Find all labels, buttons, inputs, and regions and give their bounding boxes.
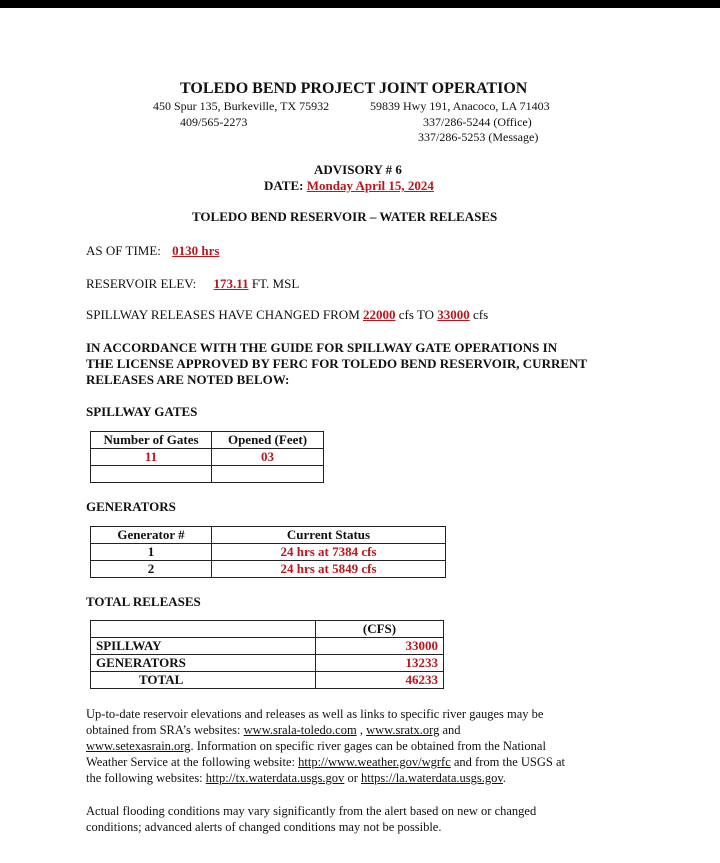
table-row [91,544,446,561]
table-header-row [91,621,444,638]
left-phone: 409/565-2273 [180,115,248,129]
info-line-5: the following websites: http://tx.waterdata.usgs.gov or https://la.waterdata.usgs.gov. [86,771,506,785]
top-border-bar [0,0,720,8]
table-row [91,449,324,466]
generator-number: 1 [91,544,212,561]
info-paragraph [86,706,565,786]
header-number-of-gates: Number of Gates [91,432,212,449]
time-label: AS OF TIME: [86,243,161,258]
generators-table [90,526,446,578]
release-label: TOTAL [91,672,316,689]
generator-status: 24 hrs at 5849 cfs [212,561,446,578]
table-row [91,561,446,578]
right-address: 59839 Hwy 191, Anacoco, LA 71403 [370,99,550,113]
time-value: 0130 hrs [172,243,220,258]
release-value: 46233 [316,672,444,689]
left-address: 450 Spur 135, Burkeville, TX 75932 [153,99,330,113]
table-header-row [91,527,446,544]
document-title: TOLEDO BEND PROJECT JOINT OPERATION [180,80,528,97]
table-row [91,655,444,672]
spillway-change-line [86,307,488,323]
sratx-link[interactable]: www.sratx.org [366,723,440,737]
disclaimer-paragraph [86,803,536,835]
spill-prefix: SPILLWAY RELEASES HAVE CHANGED FROM [86,307,360,322]
gates-opened: 03 [212,449,324,466]
right-phone-office: 337/286-5244 (Office) [423,115,532,129]
generators-heading: GENERATORS [86,499,176,514]
spill-to: 33000 [437,307,470,322]
table-row-empty [91,466,324,483]
table-row [91,672,444,689]
info-line-1: Up-to-date reservoir elevations and releases as well as links to specific river gauges may be [86,707,544,721]
elev-unit: FT. MSL [251,276,300,291]
setexasrain-link[interactable]: www.setexasrain.org [86,739,191,753]
advisory-subject: TOLEDO BEND RESERVOIR – WATER RELEASES [192,209,498,224]
info-line-3: www.setexasrain.org. Information on specific river gages can be obtained from the National [86,739,546,753]
info-line-2: obtained from SRA’s websites: www.srala-toledo.com , www.sratx.org and [86,723,461,737]
spillway-gates-heading: SPILLWAY GATES [86,404,198,419]
spill-from: 22000 [363,307,396,322]
header-opened-feet: Opened (Feet) [212,432,324,449]
gates-count: 11 [91,449,212,466]
accordance-line-2: THE LICENSE APPROVED BY FERC FOR TOLEDO BEND RESERVOIR, CURRENT [86,356,588,371]
release-value: 33000 [316,638,444,655]
info-line-4: Weather Service at the following website: http://www.weather.gov/wgrfc and from the USGS at [86,755,565,769]
weather-link[interactable]: http://www.weather.gov/wgrfc [298,755,451,769]
release-label: SPILLWAY [91,638,316,655]
generator-number: 2 [91,561,212,578]
spill-mid: cfs TO [398,307,435,322]
elev-value: 173.11 [213,276,249,291]
table-row [91,638,444,655]
right-phone-message: 337/286-5253 (Message) [418,130,539,144]
accordance-line-3: RELEASES ARE NOTED BELOW: [86,372,290,387]
time-line [86,243,219,259]
disclaimer-line-2: conditions; advanced alerts of changed conditions may not be possible. [86,820,442,834]
la-waterdata-link[interactable]: https://la.waterdata.usgs.gov [360,771,503,785]
generator-status: 24 hrs at 7384 cfs [212,544,446,561]
srala-link[interactable]: www.srala-toledo.com [243,723,357,737]
release-value: 13233 [316,655,444,672]
tx-waterdata-link[interactable]: http://tx.waterdata.usgs.gov [205,771,345,785]
date-label: DATE: [264,178,304,193]
spillway-gates-table [90,431,324,483]
header-generator-number: Generator # [91,527,212,544]
elev-label: RESERVOIR ELEV: [86,276,197,291]
header-current-status: Current Status [212,527,446,544]
advisory-date [264,178,434,194]
header-cfs: (CFS) [316,621,444,638]
total-releases-table [90,620,444,689]
elevation-line [86,276,299,292]
release-label: GENERATORS [91,655,316,672]
accordance-line-1: IN ACCORDANCE WITH THE GUIDE FOR SPILLWAY GATE OPERATIONS IN [86,340,558,355]
advisory-number: ADVISORY # 6 [314,162,402,177]
total-releases-heading: TOTAL RELEASES [86,594,201,609]
disclaimer-line-1: Actual flooding conditions may vary significantly from the alert based on new or changed [86,804,537,818]
spill-unit: cfs [473,307,489,322]
date-value: Monday April 15, 2024 [306,178,434,193]
table-header-row [91,432,324,449]
